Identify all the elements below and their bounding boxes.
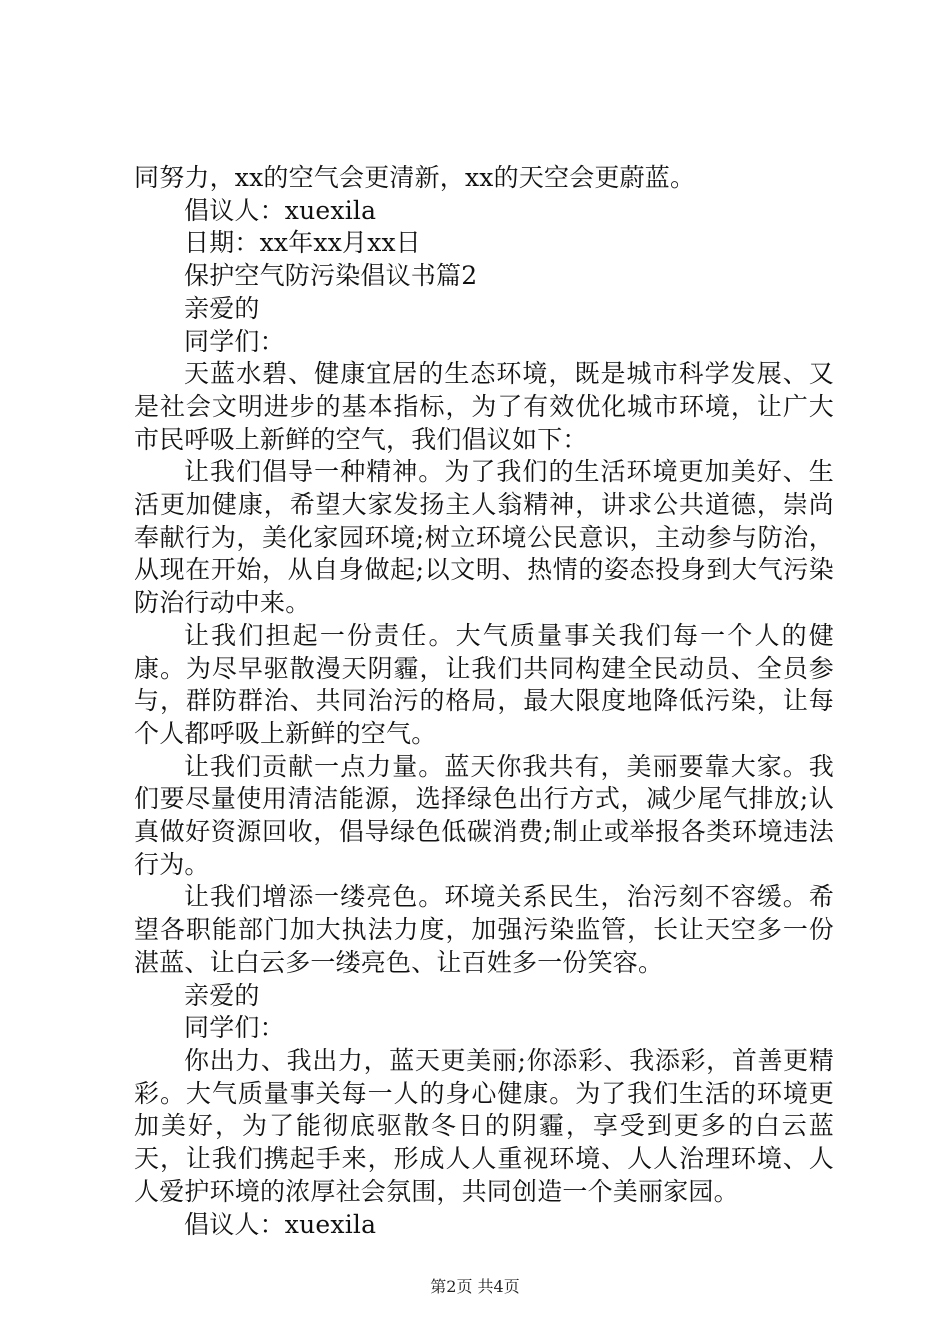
salutation-line: 亲爱的 [184, 293, 260, 323]
paragraph-responsibility: 让我们担起一份责任。大气质量事关我们每一个人的健康。为尽早驱散漫天阴霾，让我们共同构建全民动员、全员参与，群防群治、共同治污的格局，最大限度地降低污染，让每个人都呼吸上新鲜的空气。 [134, 620, 834, 748]
paragraph-closing: 你出力、我出力，蓝天更美丽;你添彩、我添彩，首善更精彩。大气质量事关每一人的身心健康。为了我们生活的环境更加美好，为了能彻底驱散冬日的阴霾，享受到更多的白云蓝天，让我们携起手来，形成人人重视环境、人人治理环境、人人爱护环境的浓厚社会氛围，共同创造一个美丽家园。 [134, 1045, 834, 1206]
salutation-addressee-2: 同学们： [184, 1013, 285, 1043]
paragraph-intro: 天蓝水碧、健康宜居的生态环境，既是城市科学发展、又是社会文明进步的基本指标，为了有效优化城市环境，让广大市民呼吸上新鲜的空气，我们倡议如下： [134, 359, 834, 454]
paragraph-continuation: 同努力，xx的空气会更清新，xx的天空会更蔚蓝。 [134, 163, 696, 192]
document-body [134, 162, 834, 1241]
paragraph-brightness: 让我们增添一缕亮色。环境关系民生，治污刻不容缓。希望各职能部门加大执法力度，加强污染监管，长让天空多一份湛蓝、让白云多一缕亮色、让百姓多一份笑容。 [134, 882, 834, 977]
section-title: 保护空气防污染倡议书篇2 [184, 261, 478, 291]
proposer-line-2: 倡议人：xuexila [184, 1209, 377, 1239]
date-line: 日期：xx年xx月xx日 [184, 228, 421, 258]
salutation-line-2: 亲爱的 [184, 980, 260, 1010]
salutation-addressee: 同学们： [184, 326, 285, 356]
proposer-line: 倡议人：xuexila [184, 195, 377, 225]
page-number-footer: 第2页 共4页 [430, 1277, 520, 1296]
paragraph-contribution: 让我们贡献一点力量。蓝天你我共有，美丽要靠大家。我们要尽量使用清洁能源，选择绿色出行方式，减少尾气排放;认真做好资源回收，倡导绿色低碳消费;制止或举报各类环境违法行为。 [134, 751, 834, 879]
paragraph-spirit: 让我们倡导一种精神。为了我们的生活环境更加美好、生活更加健康，希望大家发扬主人翁精神，讲求公共道德，崇尚奉献行为，美化家园环境;树立环境公民意识，主动参与防治，从现在开始，从自身做起;以文明、热情的姿态投身到大气污染防治行动中来。 [134, 457, 834, 618]
